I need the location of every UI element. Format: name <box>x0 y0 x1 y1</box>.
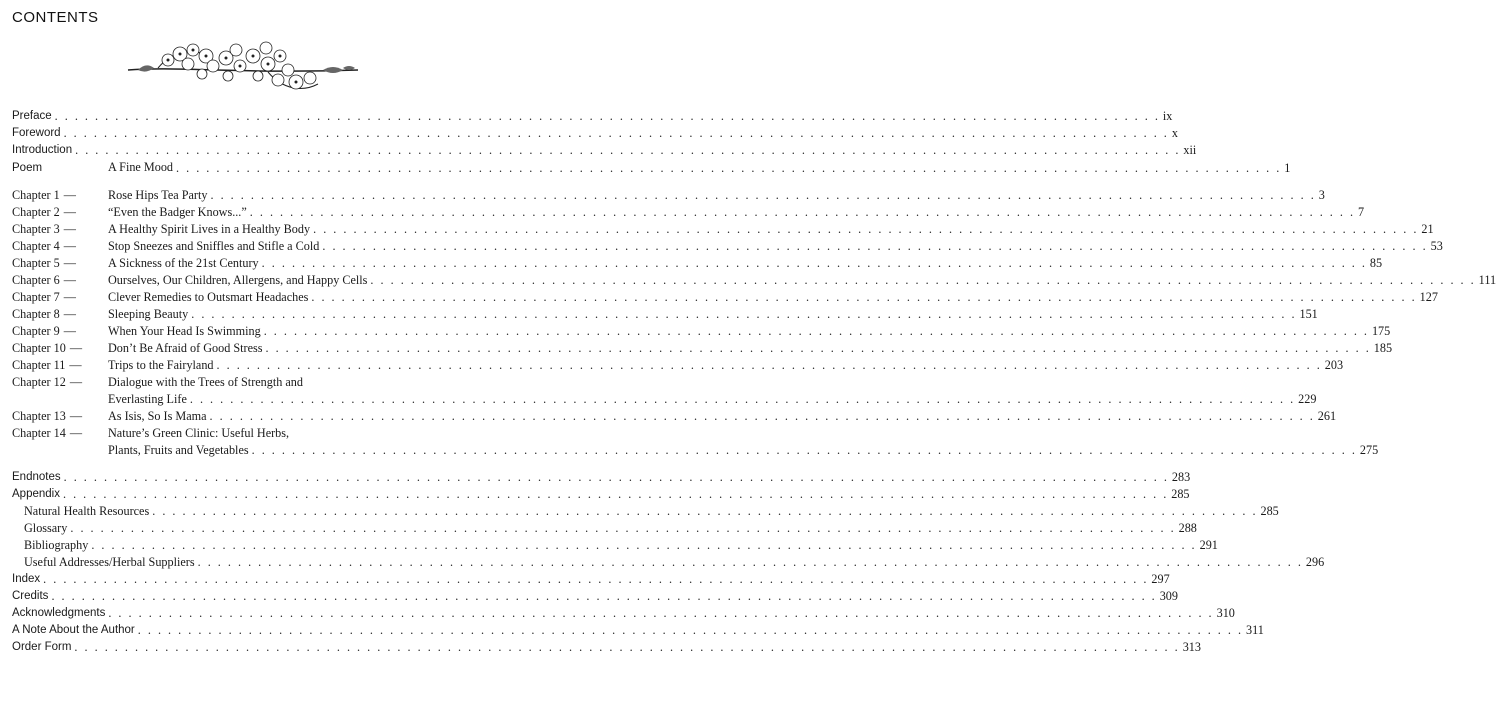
dash: — <box>69 341 83 355</box>
entry-title: Acknowledgments <box>12 607 106 619</box>
dot-leader <box>63 486 1168 503</box>
chapter-title: When Your Head Is Swimming <box>108 324 261 338</box>
entry-title: Appendix <box>12 488 60 500</box>
dash: — <box>63 205 76 219</box>
page-number: 1 <box>1284 161 1291 175</box>
dot-leader <box>217 357 1322 374</box>
entry-title: Order Form <box>12 641 72 653</box>
entry-label: Poem <box>12 162 43 174</box>
chapter-title: A Sickness of the 21st Century <box>108 256 259 270</box>
dot-leader <box>108 605 1213 622</box>
toc-entry-poem[interactable] <box>12 159 1291 177</box>
toc-entry-chapter[interactable] <box>12 323 1391 340</box>
toc-entry-appendix[interactable] <box>12 486 1190 503</box>
dot-leader <box>250 204 1355 221</box>
chapter-label: Chapter 7 <box>12 290 60 304</box>
chapter-label: Chapter 2 <box>12 205 60 219</box>
chapter-label: Chapter 4 <box>12 239 60 253</box>
dot-leader <box>262 255 1367 272</box>
entry-title: Bibliography <box>24 538 89 552</box>
entry-title: A Note About the Author <box>12 624 135 636</box>
dash: — <box>63 307 76 321</box>
chapter-title: Sleeping Beauty <box>108 307 189 321</box>
page-number: 7 <box>1358 205 1365 219</box>
dot-leader <box>91 537 1196 554</box>
toc-entry-chapter[interactable] <box>12 255 1383 272</box>
page-number: 229 <box>1298 392 1317 406</box>
dot-leader <box>265 340 1370 357</box>
dot-leader <box>198 554 1303 571</box>
dash: — <box>63 239 76 253</box>
dot-leader <box>64 125 1169 142</box>
page-title: CONTENTS <box>12 9 99 26</box>
page-number: 151 <box>1299 307 1318 321</box>
chapter-label: Chapter 12 <box>12 375 66 389</box>
toc-entry-preface[interactable] <box>12 108 1173 125</box>
page-number: ix <box>1162 109 1173 123</box>
page-number: 3 <box>1318 188 1325 202</box>
dot-leader <box>190 391 1295 408</box>
page-number: 185 <box>1373 341 1393 355</box>
page-number: 313 <box>1182 640 1201 654</box>
dot-leader <box>370 272 1475 289</box>
page-number: 53 <box>1430 239 1443 253</box>
dash: — <box>63 273 76 287</box>
dot-leader <box>191 306 1296 323</box>
page-number: 310 <box>1216 606 1235 620</box>
dot-leader <box>64 469 1169 486</box>
entry-title: Useful Addresses/Herbal Suppliers <box>24 555 195 569</box>
toc-entry-chapter[interactable] <box>12 204 1365 221</box>
toc-entry-acknowledgments[interactable] <box>12 605 1235 622</box>
toc-entry-chapter[interactable] <box>12 221 1434 238</box>
page-number: 175 <box>1371 324 1391 338</box>
dot-leader <box>264 323 1369 340</box>
chapter-label: Chapter 6 <box>12 273 60 287</box>
dash: — <box>69 409 83 423</box>
dot-leader <box>74 639 1179 656</box>
page-number: 291 <box>1199 538 1218 552</box>
entry-title: Credits <box>12 590 49 602</box>
dash: — <box>63 290 76 304</box>
toc-entry-chapter[interactable] <box>12 289 1438 306</box>
toc-entry-chapter[interactable] <box>12 306 1318 323</box>
chapter-label: Chapter 1 <box>12 188 60 202</box>
toc-entry-introduction[interactable] <box>12 142 1197 159</box>
page-number: 285 <box>1260 504 1279 518</box>
entry-title: Foreword <box>12 127 61 139</box>
chapter-title: Trips to the Fairyland <box>108 358 214 372</box>
chapter-title: As Isis, So Is Mama <box>108 409 207 423</box>
toc-entry-credits[interactable] <box>12 588 1178 605</box>
dot-leader <box>322 238 1427 255</box>
dash: — <box>69 375 83 389</box>
dash: — <box>63 188 76 202</box>
toc-entry-chapter[interactable] <box>12 340 1393 357</box>
dot-leader <box>138 622 1243 639</box>
page-number: 296 <box>1305 555 1325 569</box>
toc-entry-chapter[interactable] <box>12 187 1325 204</box>
dot-leader <box>75 142 1180 159</box>
chapter-label: Chapter 13 <box>12 409 66 423</box>
dot-leader <box>43 571 1148 588</box>
chapter-label: Chapter 3 <box>12 222 60 236</box>
toc-entry-foreword[interactable] <box>12 125 1178 142</box>
chapter-title: Nature’s Green Clinic: Useful Herbs, <box>108 426 290 440</box>
entry-title: Introduction <box>12 144 73 156</box>
entry-title: Preface <box>12 110 52 122</box>
page-number: 288 <box>1178 521 1197 535</box>
dot-leader <box>311 289 1416 306</box>
chapter-title: Dialogue with the Trees of Strength and <box>108 375 303 389</box>
toc-entry-about-author[interactable] <box>12 622 1264 639</box>
table-of-contents <box>12 108 1496 656</box>
page-number: xii <box>1183 143 1197 157</box>
entry-title: Glossary <box>24 521 68 535</box>
toc-entry-appendix-sub[interactable] <box>12 520 1197 537</box>
dash: — <box>63 324 76 338</box>
toc-entry-chapter-continued[interactable] <box>12 442 1379 459</box>
chapter-label: Chapter 9 <box>12 324 60 338</box>
chapter-title: “Even the Badger Knows...” <box>108 205 247 219</box>
page-number: 21 <box>1421 222 1434 236</box>
toc-entry-appendix-sub[interactable] <box>12 537 1218 554</box>
page-number: 261 <box>1317 409 1337 423</box>
entry-title: Natural Health Resources <box>24 504 150 518</box>
chapter-title-continued: Plants, Fruits and Vegetables <box>108 443 249 457</box>
dash: — <box>69 426 83 440</box>
dot-leader <box>210 408 1315 425</box>
entry-title: Index <box>12 573 41 585</box>
page-number: 297 <box>1151 572 1170 586</box>
chapter-label: Chapter 8 <box>12 307 60 321</box>
toc-entry-chapter[interactable] <box>12 408 1337 425</box>
toc-entry-endnotes[interactable] <box>12 469 1191 486</box>
toc-entry-chapter[interactable] <box>12 357 1344 374</box>
chapter-label: Chapter 10 <box>12 341 66 355</box>
toc-entry-chapter-continued[interactable] <box>12 391 1317 408</box>
page-number: 203 <box>1324 358 1344 372</box>
dot-leader <box>313 221 1418 238</box>
chapter-title: Don’t Be Afraid of Good Stress <box>108 341 263 355</box>
chapter-title: Clever Remedies to Outsmart Headaches <box>108 290 309 304</box>
chapter-title-continued: Everlasting Life <box>108 392 187 406</box>
page-number: x <box>1171 126 1178 140</box>
page-number: 285 <box>1171 487 1190 501</box>
entry-title: Endnotes <box>12 471 61 483</box>
dash: — <box>63 222 76 236</box>
page-number: 309 <box>1159 589 1178 603</box>
dash: — <box>69 358 82 372</box>
dot-leader <box>55 108 1160 125</box>
flower-branch-illustration <box>118 30 368 110</box>
page-number: 275 <box>1359 443 1379 457</box>
chapter-title: Ourselves, Our Children, Allergens, and Happy Cells <box>108 273 368 287</box>
page-number: 111 <box>1478 273 1496 287</box>
dot-leader <box>252 442 1357 459</box>
page-number: 283 <box>1171 470 1191 484</box>
toc-entry-chapter[interactable] <box>12 272 1496 289</box>
chapter-title: A Healthy Spirit Lives in a Healthy Body <box>108 222 311 236</box>
dot-leader <box>70 520 1175 537</box>
dot-leader <box>210 187 1315 204</box>
dot-leader <box>176 160 1281 177</box>
dash: — <box>63 256 76 270</box>
entry-title: A Fine Mood <box>108 160 174 174</box>
page-number: 311 <box>1246 623 1264 637</box>
page-number: 85 <box>1369 256 1383 270</box>
chapter-title: Stop Sneezes and Sniffles and Stifle a Cold <box>108 239 320 253</box>
chapter-title: Rose Hips Tea Party <box>108 188 208 202</box>
toc-entry-index[interactable] <box>12 571 1170 588</box>
page-number: 127 <box>1419 290 1438 304</box>
dot-leader <box>51 588 1156 605</box>
toc-entry-chapter[interactable] <box>12 374 474 391</box>
toc-entry-appendix-sub[interactable] <box>12 554 1325 571</box>
toc-entry-appendix-sub[interactable] <box>12 503 1279 520</box>
toc-entry-chapter[interactable] <box>12 238 1443 255</box>
chapter-label: Chapter 14 <box>12 426 66 440</box>
toc-entry-chapter[interactable] <box>12 425 474 442</box>
toc-entry-order-form[interactable] <box>12 639 1201 656</box>
chapter-label: Chapter 5 <box>12 256 60 270</box>
dot-leader <box>152 503 1257 520</box>
chapter-label: Chapter 11 <box>12 358 66 372</box>
